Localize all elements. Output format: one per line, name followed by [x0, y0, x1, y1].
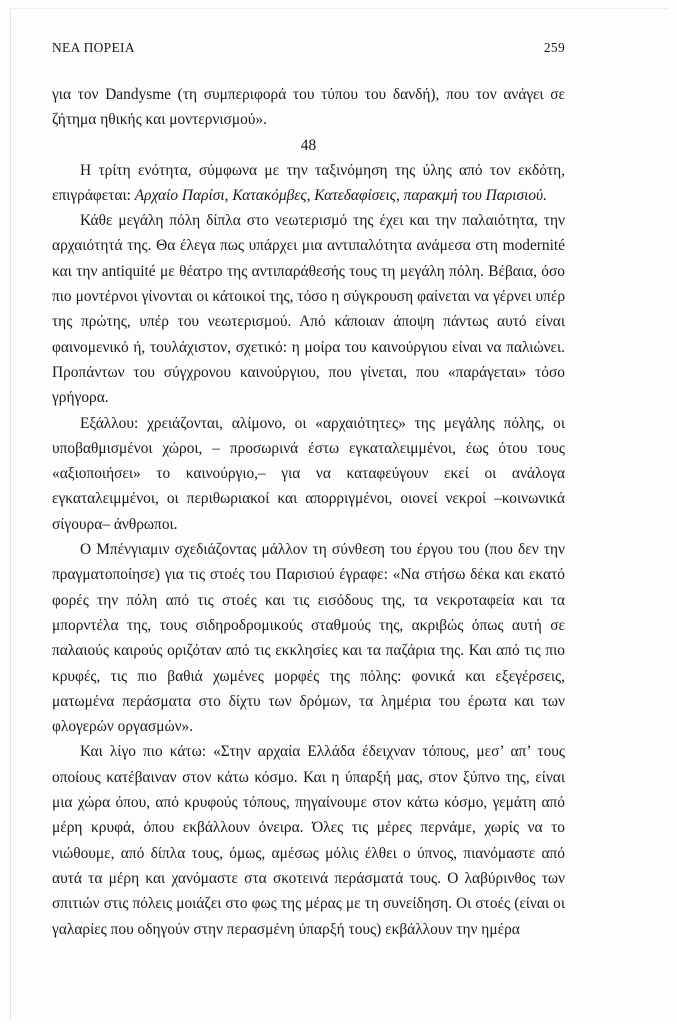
section-number: 48: [300, 136, 317, 154]
paragraph-benjamin-quote: Ο Μπένγιαμιν σχεδιάζοντας μάλλον τη σύνθεση του έργου του (που δεν την πραγματοποίησε) για τις στοές του Παρισιού έγραφε: «Να στήσω δέκα και εκατό φορές την πόλη από τις στοές και τις εισόδους της, τα νεκροταφεία και τα μπορντέλα της, τους σιδηροδρομικούς σταθμούς της, ακριβώς όπως αυτή σε παλαιούς καιρούς οριζόταν από τις εκκλησίες και τα παζάρια της. Και από τις πιο κρυφές, τις πιο βαθιά χωμένες μορφές της πόλης: φονικά και εξεγέρσεις, ματωμένα περάσματα στο δίχτυ των δρόμων, τα λημέρια του έρωτα και των φλογερών οργασμών».: [52, 541, 565, 736]
body-text: [52, 82, 565, 942]
paragraph-antiquities: Εξάλλου: χρειάζονται, αλίμονο, οι «αρχαιότητες» της μεγάλης πόλης, οι υποβαθμισμένοι χώροι, – προσωρινά έστω εγκαταλειμμένοι, έως ότου τους «αξιοποιήσει» το καινούργιο,– για να καταφεύγουν εκεί οι ανάλογα εγκαταλειμμένοι, οι περιθωριακοί και απορριγμένοι, οιονεί νεκροί –κοινωνικά σίγουρα– άνθρωποι.: [52, 414, 565, 533]
paragraph-modernity: Κάθε μεγάλη πόλη δίπλα στο νεωτερισμό της έχει και την παλαιότητα, την αρχαιότητά της. Θα έλεγα πως υπάρχει μια αντιπαλότητα ανάμεσα στη modernité και την antiquité με θέατρο της αντιπαράθεσής τους τη μεγάλη πόλη. Βέβαια, όσο πιο μοντέρνοι γίνονται οι κάτοικοί της, τόσο η σύγκρουση φαίνεται να γέρνει υπέρ της πρώτης, υπέρ του νεωτερισμού. Από κάποιαν άποψη πάντως αυτό είναι φαινομενικό ή, τουλάχιστον, σχετικό: η μοίρα του καινούργιου είναι να παλιώνει. Προπάντων του σύγχρονου καινούργιου, που γίνεται, που «παράγεται» τόσο γρήγορα.: [52, 212, 565, 407]
section-title-italic: Αρχαίο Παρίσι, Κατακόμβες, Κατεδαφίσεις, παρακμή του Παρισιού.: [134, 186, 547, 204]
paragraph-underworld-quote: Και λίγο πιο κάτω: «Στην αρχαία Ελλάδα έδειχναν τόπους, μεσ’ απ’ τους οποίους κατέβαιναν στον κάτω κόσμο. Και η ύπαρξή μας, στον ξύπνο της, είναι μια χώρα όπου, από κρυφούς τόπους, πηγαίνουμε στον κάτω κόσμο, γεμάτη από μέρη κρυφά, όπου εκβάλλουν όνειρα. Όλες τις μέρες περνάμε, χωρίς να το νιώθουμε, από δίπλα τους, όμως, αμέσως μόλις έλθει ο ύπνος, πιανόμαστε από αυτά τα μέρη και χανόμαστε στα σκοτεινά περάσματά τους. Ο λαβύρινθος των σπιτιών στις πόλεις μοιάζει στο φως της μέρας με τη συνείδηση. Οι στοές (είναι οι γαλαρίες που οδηγούν στην περασμένη ύπαρξή τους) εκβάλλουν την ημέρα: [52, 743, 565, 938]
paragraph-section-intro-text: Η τρίτη ενότητα, σύμφωνα με την ταξινόμηση της ύλης από τον εκδότη, επιγράφεται:: [52, 161, 565, 204]
paragraph-continued: για τον Dandysme (τη συμπεριφορά του τύπου του δανδή), που τον ανάγει σε ζήτημα ηθικής και μοντερνισμού».: [52, 86, 565, 129]
running-header: [52, 40, 565, 60]
paragraph-section-intro: [52, 158, 565, 209]
running-title: ΝΕΑ ΠΟΡΕΙΑ: [52, 40, 135, 55]
page-number: 259: [543, 40, 565, 55]
